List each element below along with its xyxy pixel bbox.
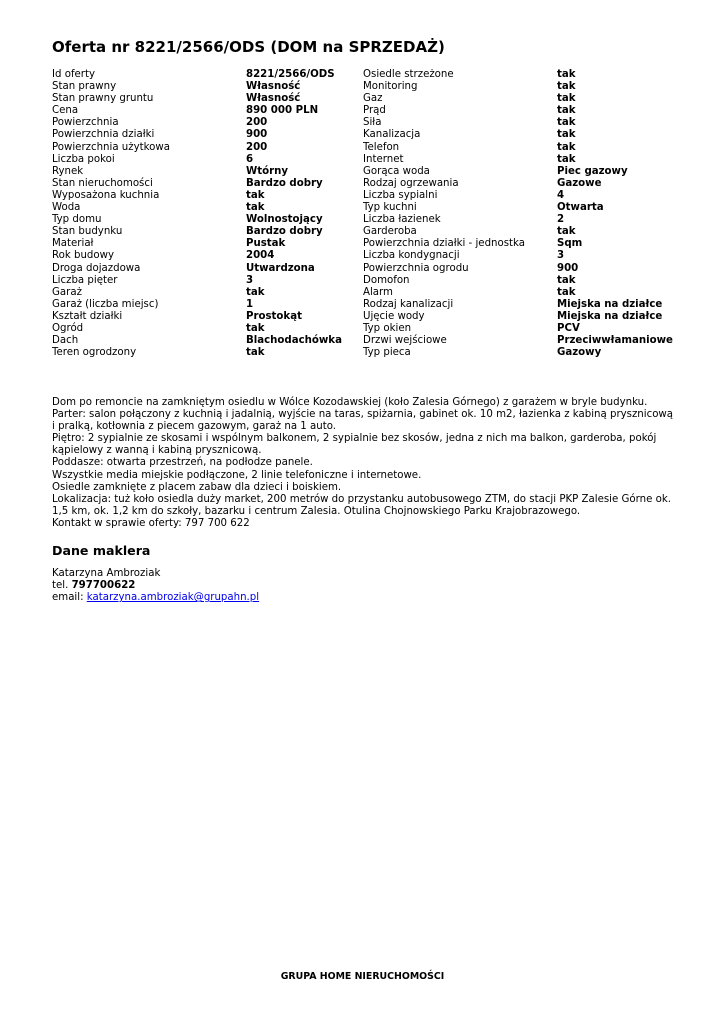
property-label: Kształt działki xyxy=(52,310,123,322)
property-row xyxy=(52,263,682,275)
property-row xyxy=(52,311,682,323)
property-label: Rodzaj kanalizacji xyxy=(363,298,454,310)
property-row xyxy=(52,105,682,117)
property-label: Stan prawny gruntu xyxy=(52,93,154,105)
property-value: Prostokąt xyxy=(246,310,302,322)
property-label: Liczba kondygnacji xyxy=(363,250,460,262)
property-label: Powierzchnia xyxy=(52,117,119,129)
property-value: PCV xyxy=(557,322,580,334)
email-label: email: xyxy=(52,592,87,604)
broker-email-line xyxy=(52,592,259,604)
property-value: tak xyxy=(557,274,576,286)
property-value: 2 xyxy=(557,214,565,226)
property-value: Przeciwwłamaniowe xyxy=(557,335,673,347)
property-label: Powierzchnia działki xyxy=(52,129,155,141)
property-row xyxy=(52,226,682,238)
property-label: Domofon xyxy=(363,274,410,286)
property-value: 900 xyxy=(246,129,268,141)
property-value: tak xyxy=(557,286,576,298)
property-value: 2004 xyxy=(246,250,275,262)
description-paragraph: Parter: salon połączony z kuchnią i jadalnią, wyjście na taras, spiżarnia, gabinet ok. 10 m2, łazienka z kabiną prysznicową i pralką, kotłownia z piecem gazowym, garaż na 1 auto. xyxy=(52,409,674,433)
property-label: Internet xyxy=(363,153,404,165)
property-row xyxy=(52,323,682,335)
property-row xyxy=(52,287,682,299)
property-row xyxy=(52,214,682,226)
property-value: tak xyxy=(557,105,576,117)
property-row xyxy=(52,142,682,154)
property-label: Rynek xyxy=(52,165,84,177)
property-label: Typ kuchni xyxy=(363,202,417,214)
property-row xyxy=(52,178,682,190)
property-label: Alarm xyxy=(363,286,393,298)
property-value: 1 xyxy=(246,298,254,310)
property-row xyxy=(52,238,682,250)
property-row xyxy=(52,190,682,202)
property-row xyxy=(52,154,682,166)
property-label: Drzwi wejściowe xyxy=(363,335,447,347)
property-row xyxy=(52,335,682,347)
property-value: Wtórny xyxy=(246,165,289,177)
description-paragraph: Osiedle zamknięte z placem zabaw dla dzieci i boiskiem. xyxy=(52,481,342,493)
property-value: tak xyxy=(557,141,576,153)
property-row xyxy=(52,69,682,81)
broker-phone: 797700622 xyxy=(71,580,136,592)
property-label: Typ okien xyxy=(363,322,412,334)
property-label: Rodzaj ogrzewania xyxy=(363,177,459,189)
property-label: Materiał xyxy=(52,238,94,250)
property-label: Stan prawny xyxy=(52,81,117,93)
property-value: tak xyxy=(246,189,265,201)
property-value: Bardzo dobry xyxy=(246,226,323,238)
property-label: Powierzchnia ogrodu xyxy=(363,262,469,274)
property-row xyxy=(52,250,682,262)
property-value: Sqm xyxy=(557,238,583,250)
property-row xyxy=(52,129,682,141)
description-paragraph: Kontakt w sprawie oferty: 797 700 622 xyxy=(52,517,250,529)
property-row xyxy=(52,275,682,287)
property-label: Prąd xyxy=(363,105,386,117)
property-value: 890 000 PLN xyxy=(246,105,319,117)
property-label: Gorąca woda xyxy=(363,165,430,177)
property-row xyxy=(52,81,682,93)
property-value: tak xyxy=(557,117,576,129)
property-value: Gazowy xyxy=(557,347,602,359)
property-value: Miejska na działce xyxy=(557,310,663,322)
property-label: Kanalizacja xyxy=(363,129,421,141)
broker-heading: Dane maklera xyxy=(52,543,151,558)
property-value: 4 xyxy=(557,189,565,201)
property-value: tak xyxy=(557,93,576,105)
property-value: Blachodachówka xyxy=(246,335,342,347)
property-label: Ujęcie wody xyxy=(363,310,425,322)
property-label: Rok budowy xyxy=(52,250,114,262)
property-label: Cena xyxy=(52,105,79,117)
footer-company-name: GRUPA HOME NIERUCHOMOŚCI xyxy=(280,971,445,982)
phone-label: tel. xyxy=(52,580,72,592)
property-label: Powierzchnia użytkowa xyxy=(52,141,170,153)
property-row xyxy=(52,299,682,311)
property-label: Garaż xyxy=(52,286,82,298)
property-label: Dach xyxy=(52,335,79,347)
property-label: Liczba sypialni xyxy=(363,189,438,201)
property-label: Siła xyxy=(363,117,382,129)
property-label: Typ domu xyxy=(52,214,102,226)
property-row xyxy=(52,202,682,214)
property-value: Otwarta xyxy=(557,202,604,214)
property-value: 8221/2566/ODS xyxy=(246,69,335,80)
description-paragraph: Lokalizacja: tuż koło osiedla duży market, 200 metrów do przystanku autobusowego ZTM, do stacji PKP Zalesie Górne ok. 1,5 km, ok. 1,2 km do szkoły, bazarku i centrum Zalesia. Otulina Chojnowskiego Parku Krajobrazowego. xyxy=(52,493,671,517)
property-value: 6 xyxy=(246,153,254,165)
property-value: 3 xyxy=(246,274,254,286)
property-value: tak xyxy=(246,286,265,298)
property-table xyxy=(52,69,682,359)
property-label: Liczba pokoi xyxy=(52,153,115,165)
property-row xyxy=(52,117,682,129)
property-value: Utwardzona xyxy=(246,262,315,274)
property-value: Wolnostojący xyxy=(246,214,323,226)
property-value: Miejska na działce xyxy=(557,298,663,310)
broker-name: Katarzyna Ambroziak xyxy=(52,568,161,579)
property-value: Piec gazowy xyxy=(557,165,628,177)
property-row xyxy=(52,93,682,105)
property-label: Typ pieca xyxy=(363,347,411,359)
property-label: Woda xyxy=(52,202,81,214)
property-label: Id oferty xyxy=(52,69,96,80)
description-paragraph: Wszystkie media miejskie podłączone, 2 linie telefoniczne i internetowe. xyxy=(52,469,422,481)
property-label: Monitoring xyxy=(363,81,418,93)
property-label: Liczba łazienek xyxy=(363,214,441,226)
property-value: tak xyxy=(557,81,576,93)
broker-email-link[interactable]: katarzyna.ambroziak@grupahn.pl xyxy=(86,592,260,604)
property-label: Ogród xyxy=(52,322,84,334)
property-label: Gaz xyxy=(363,93,383,105)
property-row xyxy=(52,166,682,178)
property-value: tak xyxy=(246,202,265,214)
property-label: Liczba pięter xyxy=(52,274,118,286)
property-value: Własność xyxy=(246,93,301,105)
broker-details xyxy=(52,568,259,604)
property-label: Wyposażona kuchnia xyxy=(52,189,160,201)
property-label: Garderoba xyxy=(363,226,417,238)
property-label: Osiedle strzeżone xyxy=(363,69,454,80)
page-title: Oferta nr 8221/2566/ODS (DOM na SPRZEDAŻ) xyxy=(52,38,445,56)
property-label: Teren ogrodzony xyxy=(52,347,137,359)
offer-description xyxy=(52,397,674,530)
property-value: tak xyxy=(557,153,576,165)
property-label: Stan nieruchomości xyxy=(52,177,153,189)
property-value: tak xyxy=(246,347,265,359)
property-label: Droga dojazdowa xyxy=(52,262,141,274)
description-paragraph: Piętro: 2 sypialnie ze skosami i wspólnym balkonem, 2 sypialnie bez skosów, jedna z nich ma balkon, garderoba, pokój kąpielowy z wanną i kabiną prysznicową. xyxy=(52,433,657,457)
property-label: Stan budynku xyxy=(52,226,123,238)
property-value: 200 xyxy=(246,141,268,153)
property-value: tak xyxy=(557,226,576,238)
property-row xyxy=(52,347,682,359)
property-value: Gazowe xyxy=(557,177,602,189)
broker-phone-line xyxy=(52,580,259,592)
property-value: tak xyxy=(557,129,576,141)
property-value: 3 xyxy=(557,250,565,262)
property-value: Pustak xyxy=(246,238,286,250)
description-paragraph: Dom po remoncie na zamkniętym osiedlu w Wólce Kozodawskiej (koło Zalesia Górnego) z garażem w bryle budynku. xyxy=(52,397,648,408)
property-label: Telefon xyxy=(363,141,400,153)
property-label: Garaż (liczba miejsc) xyxy=(52,298,159,310)
property-value: 200 xyxy=(246,117,268,129)
property-value: Bardzo dobry xyxy=(246,177,323,189)
property-label: Powierzchnia działki - jednostka xyxy=(363,238,525,250)
property-value: tak xyxy=(246,322,265,334)
property-value: Własność xyxy=(246,81,301,93)
property-value: tak xyxy=(557,69,576,80)
property-value: 900 xyxy=(557,262,579,274)
description-paragraph: Poddasze: otwarta przestrzeń, na podłodze panele. xyxy=(52,457,313,469)
